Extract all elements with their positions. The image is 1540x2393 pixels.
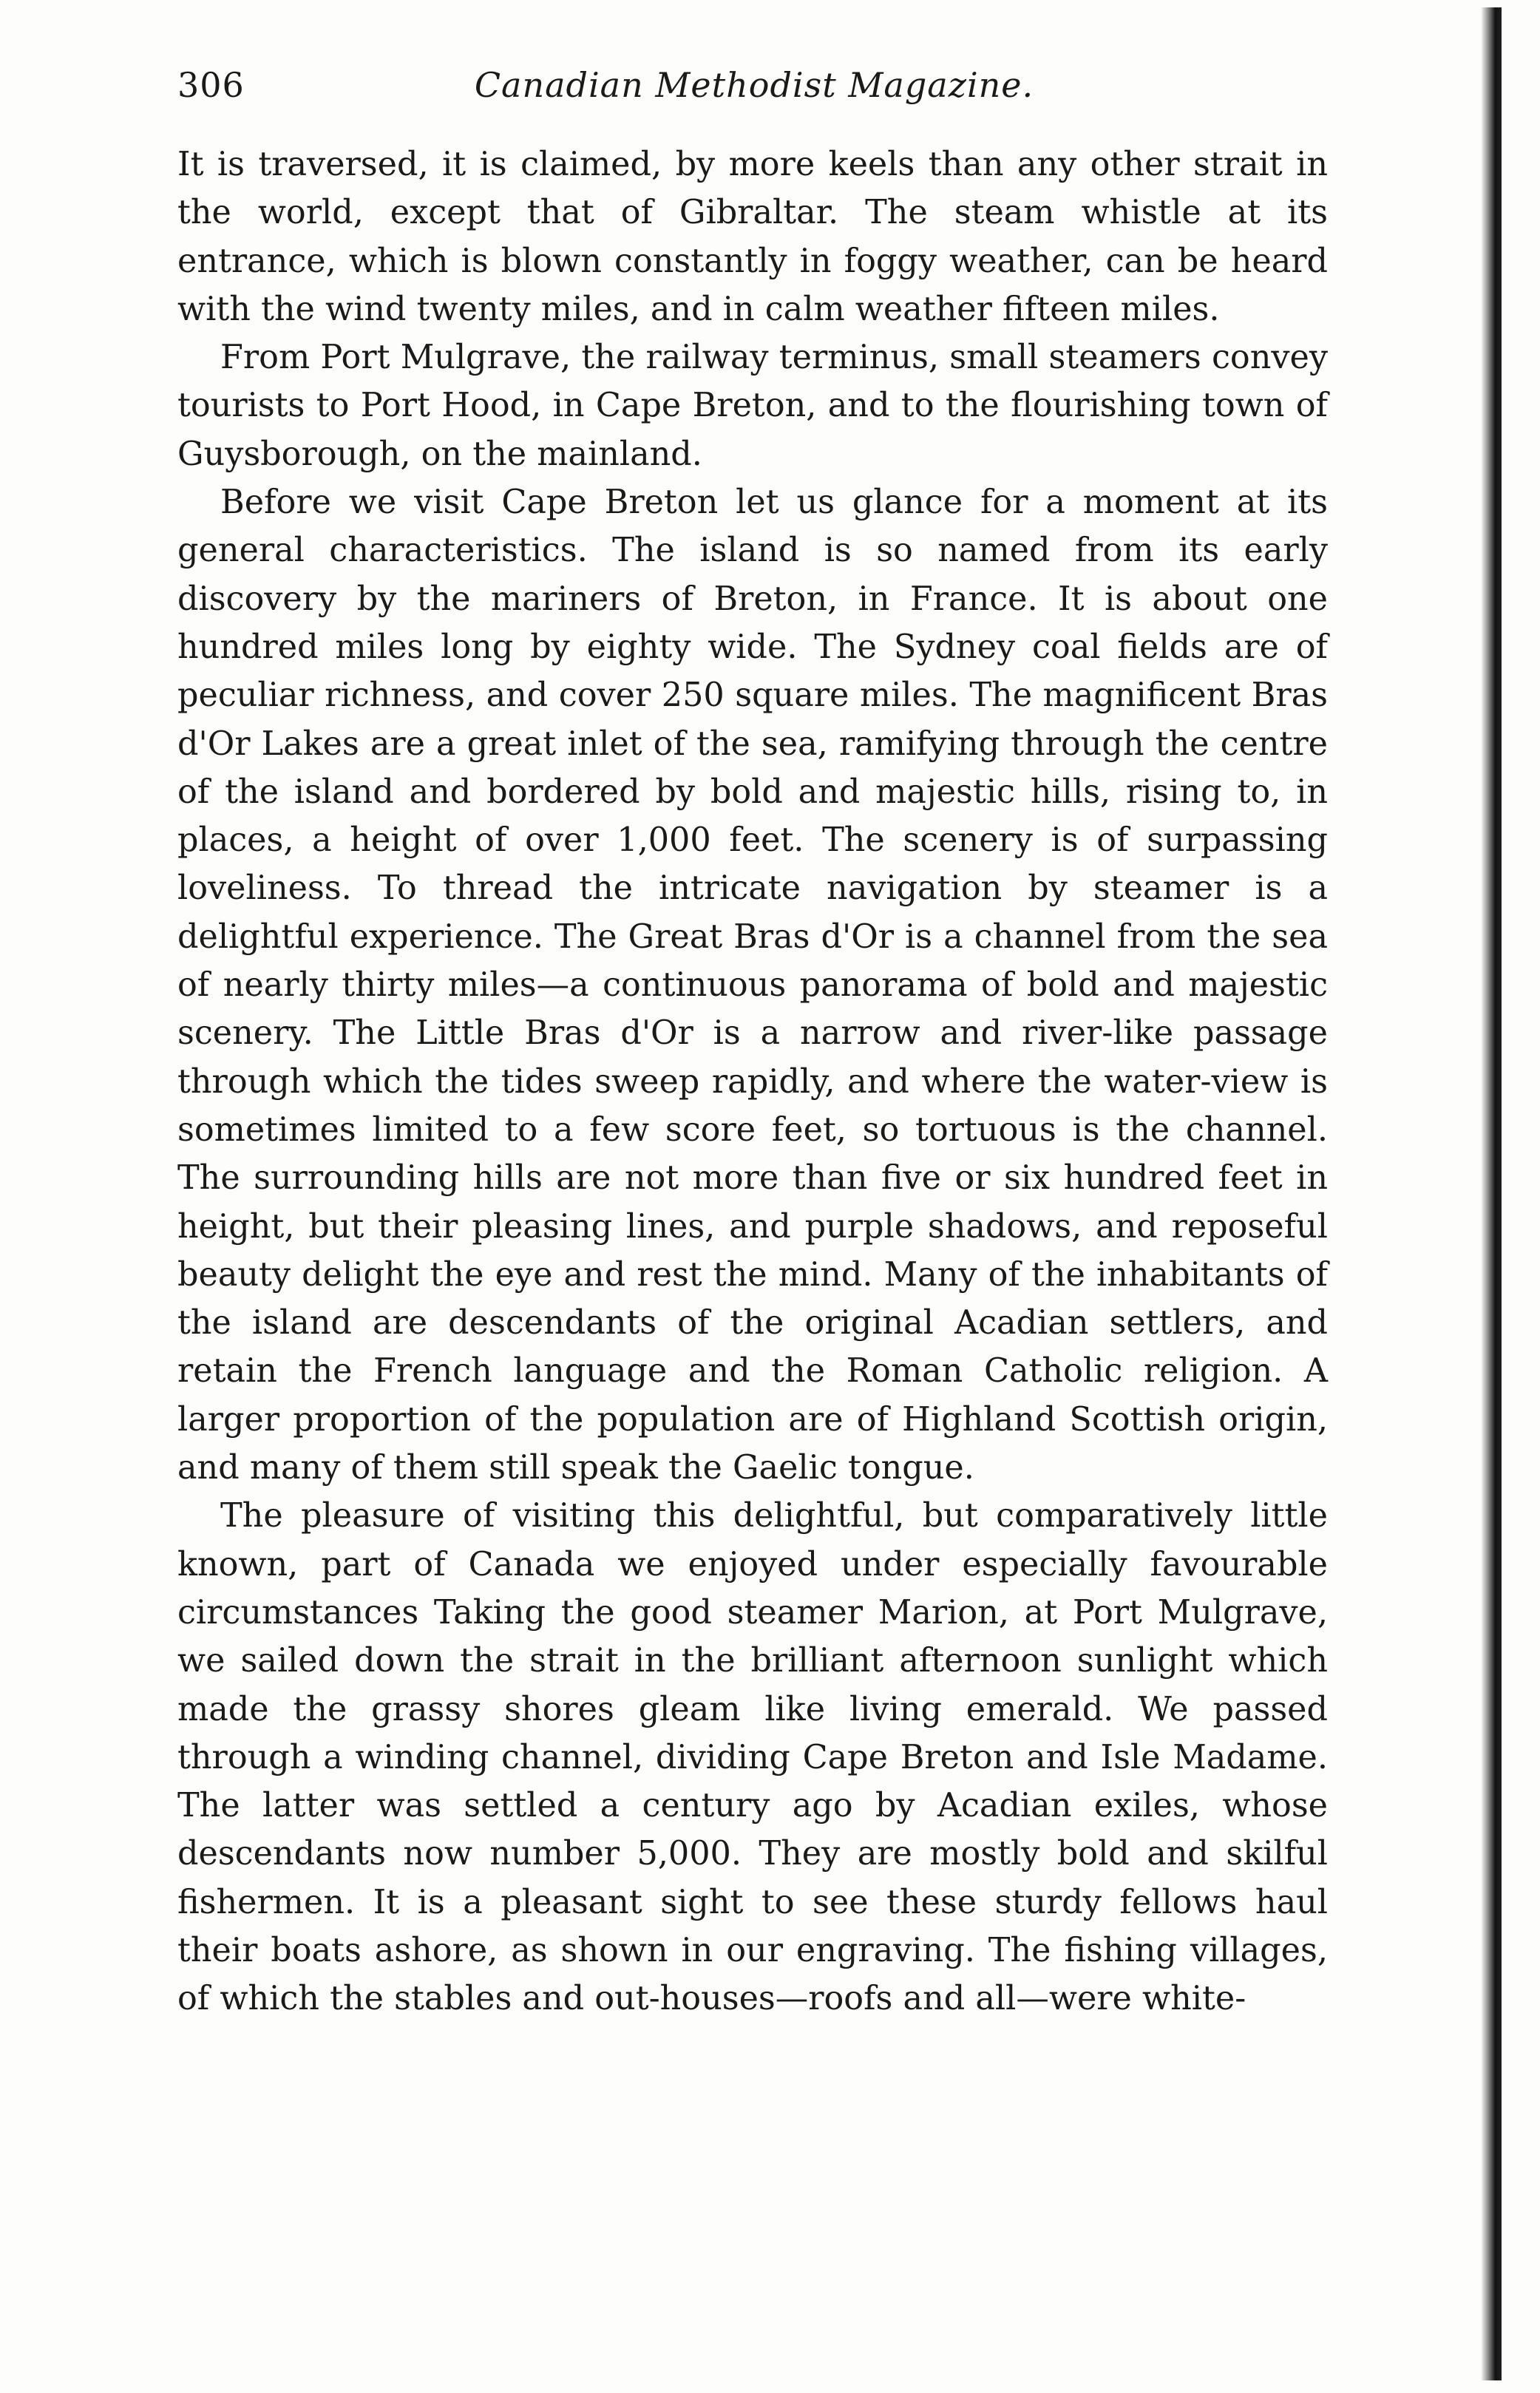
body-text <box>177 140 1328 2023</box>
binding-edge-shadow <box>1481 7 1502 2380</box>
page-number: 306 <box>177 65 245 105</box>
paragraph: Before we visit Cape Breton let us glance for a moment at its general characteristics. The island is so named from its early discovery by the mariners of Breton, in France. It is about one hundred miles long by eighty wide. The Sydney coal fields are of peculiar richness, and cover 250 square miles. The magnificent Bras d'Or Lakes are a great inlet of the sea, ramifying through the centre of the island and bordered by bold and majestic hills, rising to, in places, a height of over 1,000 feet. The scenery is of surpassing loveliness. To thread the intricate navigation by steamer is a delightful experience. The Great Bras d'Or is a channel from the sea of nearly thirty miles—a continuous panorama of bold and majestic scenery. The Little Bras d'Or is a narrow and river-like passage through which the tides sweep rapidly, and where the water-view is sometimes limited to a few score feet, so tortuous is the channel. The surrounding hills are not more than five or six hundred feet in height, but their pleasing lines, and purple shadows, and reposeful beauty delight the eye and rest the mind. Many of the inhabitants of the island are descendants of the original Acadian settlers, and retain the French language and the Roman Catholic religion. A larger proportion of the population are of Highland Scottish origin, and many of them still speak the Gaelic tongue. <box>177 483 1328 1487</box>
paragraph: The pleasure of visiting this delightful, but comparatively little known, part of Canada we enjoyed under especially favourable circumstances Taking the good steamer Marion, at Port Mulgrave, we sailed down the strait in the brilliant afternoon sunlight which made the grassy shores gleam like living emerald. We passed through a winding channel, dividing Cape Breton and Isle Madame. The latter was settled a century ago by Acadian exiles, whose descendants now number 5,000. They are mostly bold and skilful fishermen. It is a pleasant sight to see these sturdy fellows haul their boats ashore, as shown in our engraving. The fishing villages, of which the stables and out-houses—roofs and all—were white- <box>177 1497 1328 2018</box>
paragraph: From Port Mulgrave, the railway terminus, small steamers convey tourists to Port Hood, in Cape Breton, and to the flourishing town of Guysborough, on the mainland. <box>177 339 1328 473</box>
paragraph: It is traversed, it is claimed, by more keels than any other strait in the world, except that of Gibraltar. The steam whistle at its entrance, which is blown constantly in foggy weather, can be heard with the wind twenty miles, and in calm weather fifteen miles. <box>177 146 1328 328</box>
running-head: Canadian Methodist Magazine. <box>474 65 1034 105</box>
page-header <box>177 65 1331 117</box>
